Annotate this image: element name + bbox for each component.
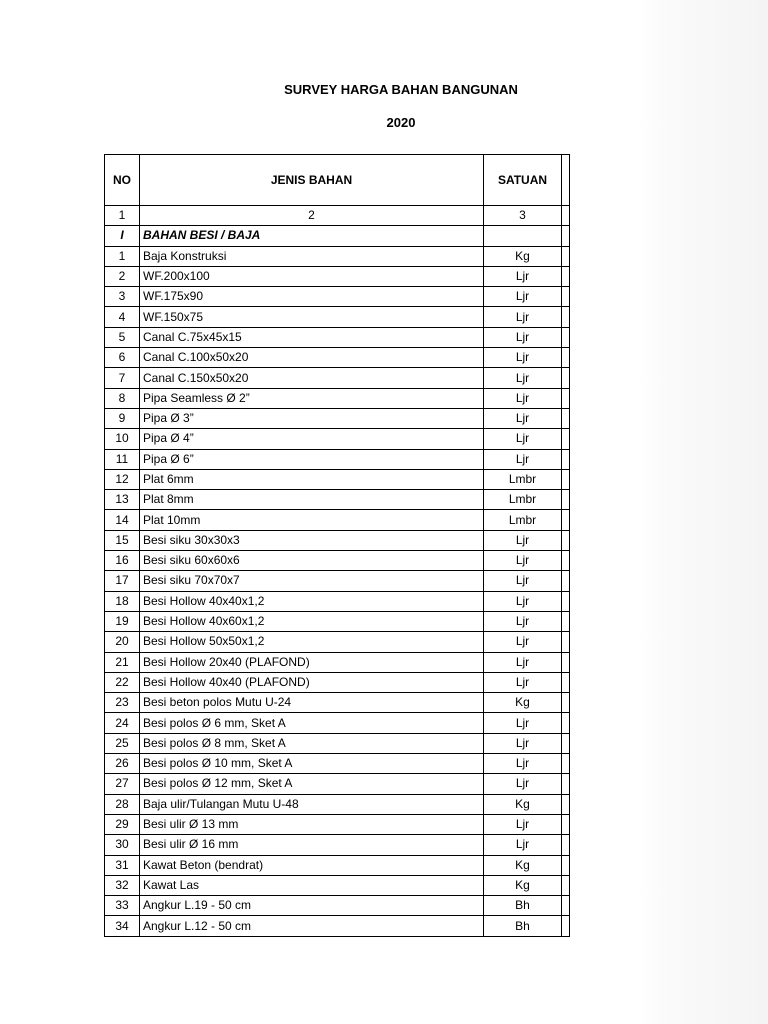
row-material-name: Besi siku 30x30x3 [140, 530, 484, 550]
cut-cell [562, 632, 570, 652]
row-unit: Ljr [484, 449, 562, 469]
table-row [105, 591, 570, 611]
cut-cell [562, 388, 570, 408]
row-material-name: Besi Hollow 40x40 (PLAFOND) [140, 672, 484, 692]
row-unit: Lmbr [484, 510, 562, 530]
column-number-satuan: 3 [484, 206, 562, 226]
row-material-name: Canal C.150x50x20 [140, 368, 484, 388]
row-number: 22 [105, 672, 140, 692]
row-number: 3 [105, 287, 140, 307]
row-unit: Ljr [484, 368, 562, 388]
row-material-name: Besi polos Ø 6 mm, Sket A [140, 713, 484, 733]
row-unit: Ljr [484, 266, 562, 286]
table-row [105, 327, 570, 347]
table-row [105, 246, 570, 266]
cut-cell [562, 611, 570, 631]
row-number: 16 [105, 551, 140, 571]
row-material-name: Pipa Ø 3” [140, 408, 484, 428]
table-row [105, 916, 570, 936]
cut-cell [562, 875, 570, 895]
cut-cell [562, 733, 570, 753]
table-row [105, 388, 570, 408]
cut-cell [562, 896, 570, 916]
row-number: 11 [105, 449, 140, 469]
column-number-row [105, 206, 570, 226]
row-number: 33 [105, 896, 140, 916]
page-edge-shadow [640, 0, 768, 1024]
row-number: 12 [105, 469, 140, 489]
table-row [105, 814, 570, 834]
table-row [105, 896, 570, 916]
document-title: SURVEY HARGA BAHAN BANGUNAN [284, 82, 518, 97]
row-unit: Ljr [484, 814, 562, 834]
cut-cell [562, 226, 570, 246]
row-material-name: Angkur L.12 - 50 cm [140, 916, 484, 936]
cut-cell [562, 327, 570, 347]
row-unit: Ljr [484, 388, 562, 408]
document-year: 2020 [386, 115, 416, 130]
row-number: 21 [105, 652, 140, 672]
row-material-name: Plat 6mm [140, 469, 484, 489]
row-number: 7 [105, 368, 140, 388]
row-unit: Ljr [484, 632, 562, 652]
table-row [105, 611, 570, 631]
header-no: NO [105, 155, 140, 206]
table-row [105, 733, 570, 753]
table-row [105, 287, 570, 307]
row-unit: Ljr [484, 551, 562, 571]
row-unit: Ljr [484, 835, 562, 855]
table-row [105, 408, 570, 428]
row-material-name: Pipa Ø 4” [140, 429, 484, 449]
cut-cell [562, 774, 570, 794]
row-unit: Ljr [484, 733, 562, 753]
cut-cell [562, 855, 570, 875]
row-number: 13 [105, 490, 140, 510]
header-satuan: SATUAN [484, 155, 562, 206]
table-row [105, 429, 570, 449]
row-material-name: Pipa Seamless Ø 2” [140, 388, 484, 408]
row-unit: Ljr [484, 307, 562, 327]
row-material-name: Baja Konstruksi [140, 246, 484, 266]
row-number: 31 [105, 855, 140, 875]
row-number: 24 [105, 713, 140, 733]
table-row [105, 449, 570, 469]
cut-cell [562, 449, 570, 469]
cut-cell [562, 794, 570, 814]
row-unit: Ljr [484, 713, 562, 733]
row-unit: Ljr [484, 530, 562, 550]
header-cut-column [562, 155, 570, 206]
row-number: 10 [105, 429, 140, 449]
cut-cell [562, 246, 570, 266]
row-unit: Ljr [484, 408, 562, 428]
cut-cell [562, 429, 570, 449]
table-row [105, 713, 570, 733]
row-material-name: Besi polos Ø 8 mm, Sket A [140, 733, 484, 753]
cut-cell [562, 510, 570, 530]
section-unit [484, 226, 562, 246]
section-number: I [105, 226, 140, 246]
row-material-name: Besi Hollow 50x50x1,2 [140, 632, 484, 652]
table-row [105, 490, 570, 510]
cut-cell [562, 307, 570, 327]
cut-cell [562, 835, 570, 855]
table-row [105, 368, 570, 388]
table-row [105, 672, 570, 692]
row-number: 25 [105, 733, 140, 753]
cut-cell [562, 469, 570, 489]
cut-cell [562, 693, 570, 713]
row-material-name: Plat 10mm [140, 510, 484, 530]
row-unit: Kg [484, 794, 562, 814]
cut-cell [562, 713, 570, 733]
row-unit: Kg [484, 693, 562, 713]
cut-cell [562, 652, 570, 672]
section-row [105, 226, 570, 246]
row-number: 9 [105, 408, 140, 428]
row-unit: Kg [484, 246, 562, 266]
row-unit: Ljr [484, 754, 562, 774]
cut-cell [562, 490, 570, 510]
row-number: 19 [105, 611, 140, 631]
cut-cell [562, 348, 570, 368]
row-number: 20 [105, 632, 140, 652]
row-material-name: Besi polos Ø 12 mm, Sket A [140, 774, 484, 794]
row-material-name: Besi ulir Ø 16 mm [140, 835, 484, 855]
table-row [105, 307, 570, 327]
cut-cell [562, 814, 570, 834]
cut-cell [562, 551, 570, 571]
row-unit: Ljr [484, 429, 562, 449]
row-number: 32 [105, 875, 140, 895]
table-row [105, 754, 570, 774]
table-header-row [105, 155, 570, 206]
row-number: 8 [105, 388, 140, 408]
row-material-name: WF.175x90 [140, 287, 484, 307]
header-jenis-bahan: JENIS BAHAN [140, 155, 484, 206]
table-row [105, 571, 570, 591]
row-material-name: Besi beton polos Mutu U-24 [140, 693, 484, 713]
table-row [105, 632, 570, 652]
row-number: 26 [105, 754, 140, 774]
row-number: 14 [105, 510, 140, 530]
row-number: 29 [105, 814, 140, 834]
table-row [105, 510, 570, 530]
row-material-name: Kawat Beton (bendrat) [140, 855, 484, 875]
row-number: 23 [105, 693, 140, 713]
table-row [105, 348, 570, 368]
cut-cell [562, 368, 570, 388]
row-material-name: Besi Hollow 40x60x1,2 [140, 611, 484, 631]
row-number: 18 [105, 591, 140, 611]
cut-cell [562, 672, 570, 692]
table-row [105, 794, 570, 814]
row-number: 1 [105, 246, 140, 266]
row-material-name: Plat 8mm [140, 490, 484, 510]
row-material-name: Canal C.75x45x15 [140, 327, 484, 347]
row-unit: Ljr [484, 774, 562, 794]
cut-cell [562, 591, 570, 611]
row-material-name: WF.200x100 [140, 266, 484, 286]
column-number-jenis-bahan: 2 [140, 206, 484, 226]
row-unit: Bh [484, 896, 562, 916]
row-material-name: Besi ulir Ø 13 mm [140, 814, 484, 834]
row-material-name: Besi siku 60x60x6 [140, 551, 484, 571]
row-unit: Kg [484, 855, 562, 875]
table-row [105, 774, 570, 794]
cut-cell [562, 266, 570, 286]
row-number: 4 [105, 307, 140, 327]
row-material-name: Besi Hollow 20x40 (PLAFOND) [140, 652, 484, 672]
row-unit: Ljr [484, 652, 562, 672]
row-unit: Bh [484, 916, 562, 936]
section-name: BAHAN BESI / BAJA [140, 226, 484, 246]
row-number: 17 [105, 571, 140, 591]
row-unit: Ljr [484, 327, 562, 347]
table-row [105, 652, 570, 672]
row-material-name: Besi siku 70x70x7 [140, 571, 484, 591]
row-material-name: Angkur L.19 - 50 cm [140, 896, 484, 916]
row-material-name: Pipa Ø 6” [140, 449, 484, 469]
cut-cell [562, 408, 570, 428]
material-price-table [104, 154, 570, 937]
table-row [105, 530, 570, 550]
row-material-name: Besi Hollow 40x40x1,2 [140, 591, 484, 611]
table-row [105, 551, 570, 571]
row-number: 28 [105, 794, 140, 814]
row-material-name: Kawat Las [140, 875, 484, 895]
row-number: 2 [105, 266, 140, 286]
row-unit: Ljr [484, 348, 562, 368]
row-number: 5 [105, 327, 140, 347]
table-row [105, 855, 570, 875]
row-material-name: Besi polos Ø 10 mm, Sket A [140, 754, 484, 774]
table-row [105, 835, 570, 855]
table-row [105, 875, 570, 895]
cut-cell [562, 916, 570, 936]
row-unit: Ljr [484, 287, 562, 307]
cut-cell [562, 571, 570, 591]
table-row [105, 266, 570, 286]
row-material-name: WF.150x75 [140, 307, 484, 327]
row-material-name: Baja ulir/Tulangan Mutu U-48 [140, 794, 484, 814]
row-number: 15 [105, 530, 140, 550]
row-unit: Ljr [484, 571, 562, 591]
row-number: 6 [105, 348, 140, 368]
row-unit: Ljr [484, 611, 562, 631]
row-number: 34 [105, 916, 140, 936]
row-unit: Lmbr [484, 469, 562, 489]
row-unit: Lmbr [484, 490, 562, 510]
row-number: 27 [105, 774, 140, 794]
row-material-name: Canal C.100x50x20 [140, 348, 484, 368]
cut-cell [562, 287, 570, 307]
table-row [105, 469, 570, 489]
cut-cell [562, 530, 570, 550]
row-unit: Ljr [484, 672, 562, 692]
table-row [105, 693, 570, 713]
row-number: 30 [105, 835, 140, 855]
cut-cell [562, 206, 570, 226]
cut-cell [562, 754, 570, 774]
row-unit: Kg [484, 875, 562, 895]
row-unit: Ljr [484, 591, 562, 611]
column-number-no: 1 [105, 206, 140, 226]
